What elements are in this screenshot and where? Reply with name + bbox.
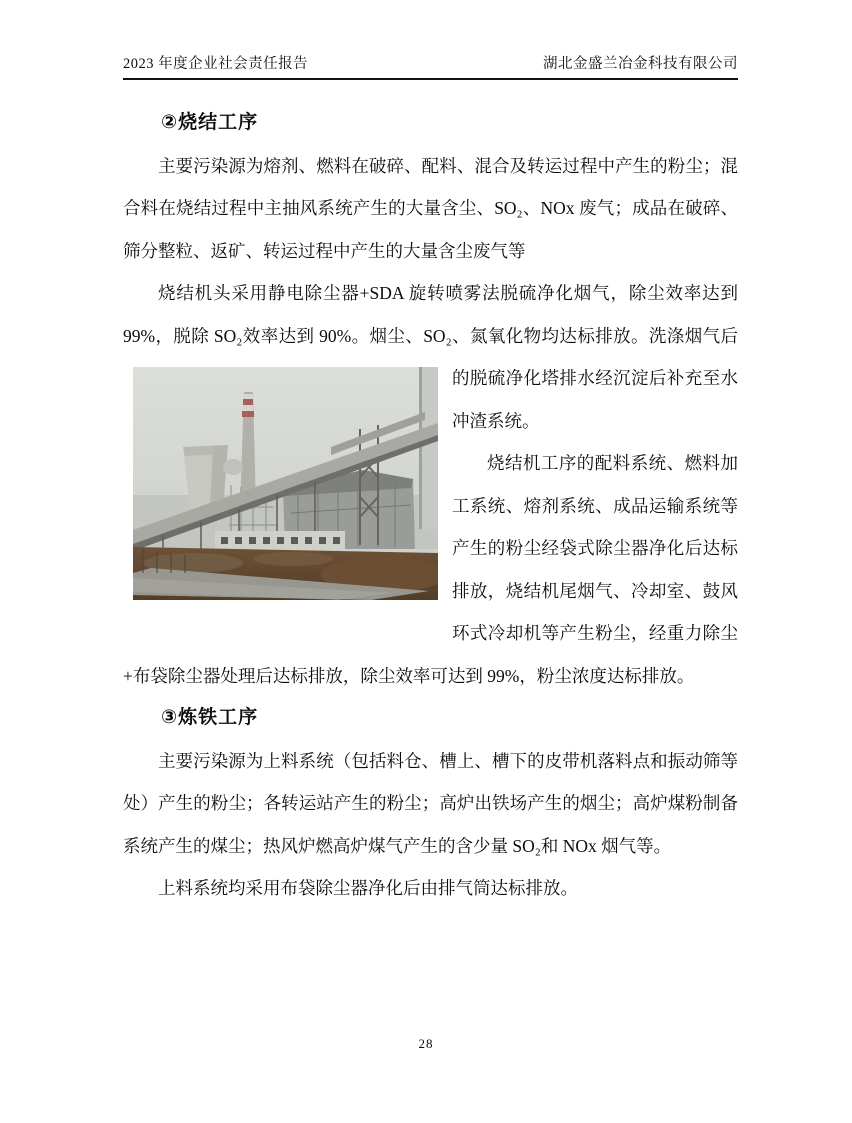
header-company-name: 湖北金盛兰冶金科技有限公司	[543, 56, 738, 72]
sinter-plant-photo	[133, 367, 438, 600]
ironmaking-paragraph-treatment: 上料系统均采用布袋除尘器净化后由排气筒达标排放。	[158, 878, 578, 898]
section-heading-ironmaking: ③炼铁工序	[161, 707, 259, 728]
header-report-title: 2023 年度企业社会责任报告	[123, 56, 309, 72]
sintering-paragraph-dust-systems: 烧结机工序的配料系统、燃料加工系统、熔剂系统、成品运输系统等产生的粉尘经袋式除尘器净化后达标排放，烧结机尾烟气、冷却室、鼓风环式冷却机等产生粉尘，经重力除尘+布袋除尘器处理后达标排放，除尘效率可达到 99%，粉尘浓度达标排放。	[123, 453, 738, 686]
document-body	[123, 102, 738, 910]
ironmaking-paragraph-pollution-sources: 主要污染源为上料系统（包括料仓、槽上、槽下的皮带机落料点和振动筛等处）产生的粉尘；各转运站产生的粉尘；高炉出铁场产生的烟尘；高炉煤粉制备系统产生的煤尘；热风炉燃高炉煤气产生的含少量 SO₂和 NOx 烟气等。	[123, 750, 738, 856]
page-footer	[0, 1036, 852, 1052]
sintering-paragraph-treatment	[123, 272, 738, 442]
page-number: 28	[418, 1036, 434, 1051]
sintering-treatment-text-after-photo: 放。洗涤烟气后的脱硫净化塔排水经沉淀后补充至水冲渣系统。	[452, 325, 738, 431]
sintering-treatment-text-before-photo: 烧结机头采用静电除尘器+SDA 旋转喷雾法脱硫净化烟气，除尘效率达到 99%，脱除 SO₂效率达到 90%。烟尘、SO₂、氮氧化物均达标排	[123, 283, 738, 346]
section-heading-sintering: ②烧结工序	[161, 112, 259, 133]
page-header	[123, 52, 738, 80]
sintering-paragraph-pollution-sources: 主要污染源为熔剂、燃料在破碎、配料、混合及转运过程中产生的粉尘；混合料在烧结过程中主抽风系统产生的大量含尘、SO₂、NOx 废气；成品在破碎、筛分整粒、返矿、转运过程中产生的大量含尘废气等	[123, 155, 738, 261]
